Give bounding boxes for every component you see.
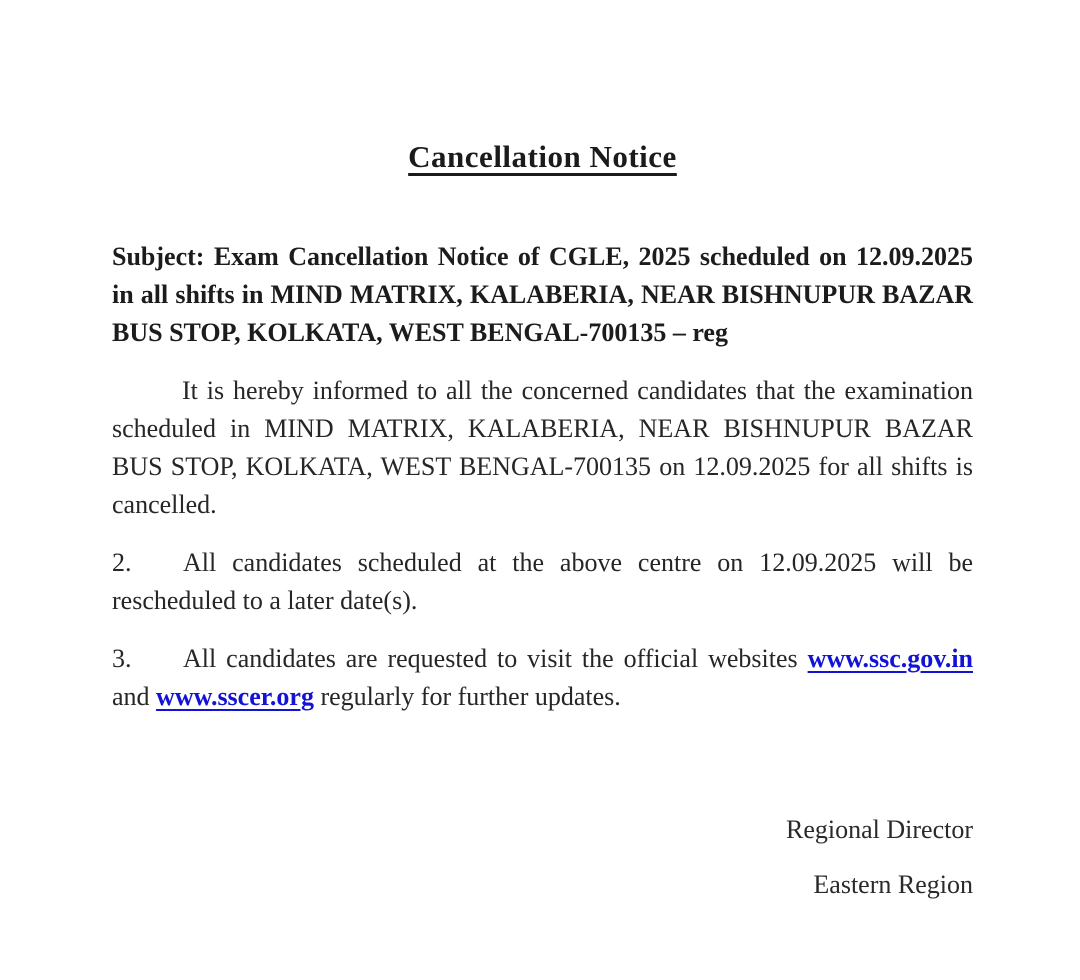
signatory-title: Regional Director [786,815,973,845]
paragraph-text: It is hereby informed to all the concerned candidates that the examination scheduled in MIND MATRIX, KALABERIA, NEAR BISHNUPUR BAZAR BUS STOP, KOLKATA, WEST BENGAL-700135 on 12.09.2025 for all shifts is cancelled. [112,376,973,520]
notice-body [112,372,973,716]
paragraph-number: 3. [112,644,132,674]
signatory-region: Eastern Region [813,870,973,900]
para-reschedule [112,544,973,620]
paragraph-text: All candidates are requested to visit the official websites [183,644,808,674]
paragraph-text: All candidates scheduled at the above centre on 12.09.2025 will be rescheduled to a later date(s). [112,548,973,616]
link-ssc-gov-in[interactable]: www.ssc.gov.in [807,644,973,674]
notice-title: Cancellation Notice [408,139,677,174]
para-intro [112,372,973,524]
para-websites [112,640,973,716]
paragraph-text: and [112,682,157,712]
paragraph-number: 2. [112,548,132,578]
subject-line: Subject: Exam Cancellation Notice of CGLE, 2025 scheduled on 12.09.2025 in all shifts in MIND MATRIX, KALABERIA, NEAR BISHNUPUR BAZAR BUS STOP, KOLKATA, WEST BENGAL-700135 – reg [112,242,973,348]
link-sscer-org[interactable]: www.sscer.org [156,682,314,712]
signature-block [112,811,973,904]
paragraph-text: regularly for further updates. [313,682,621,712]
